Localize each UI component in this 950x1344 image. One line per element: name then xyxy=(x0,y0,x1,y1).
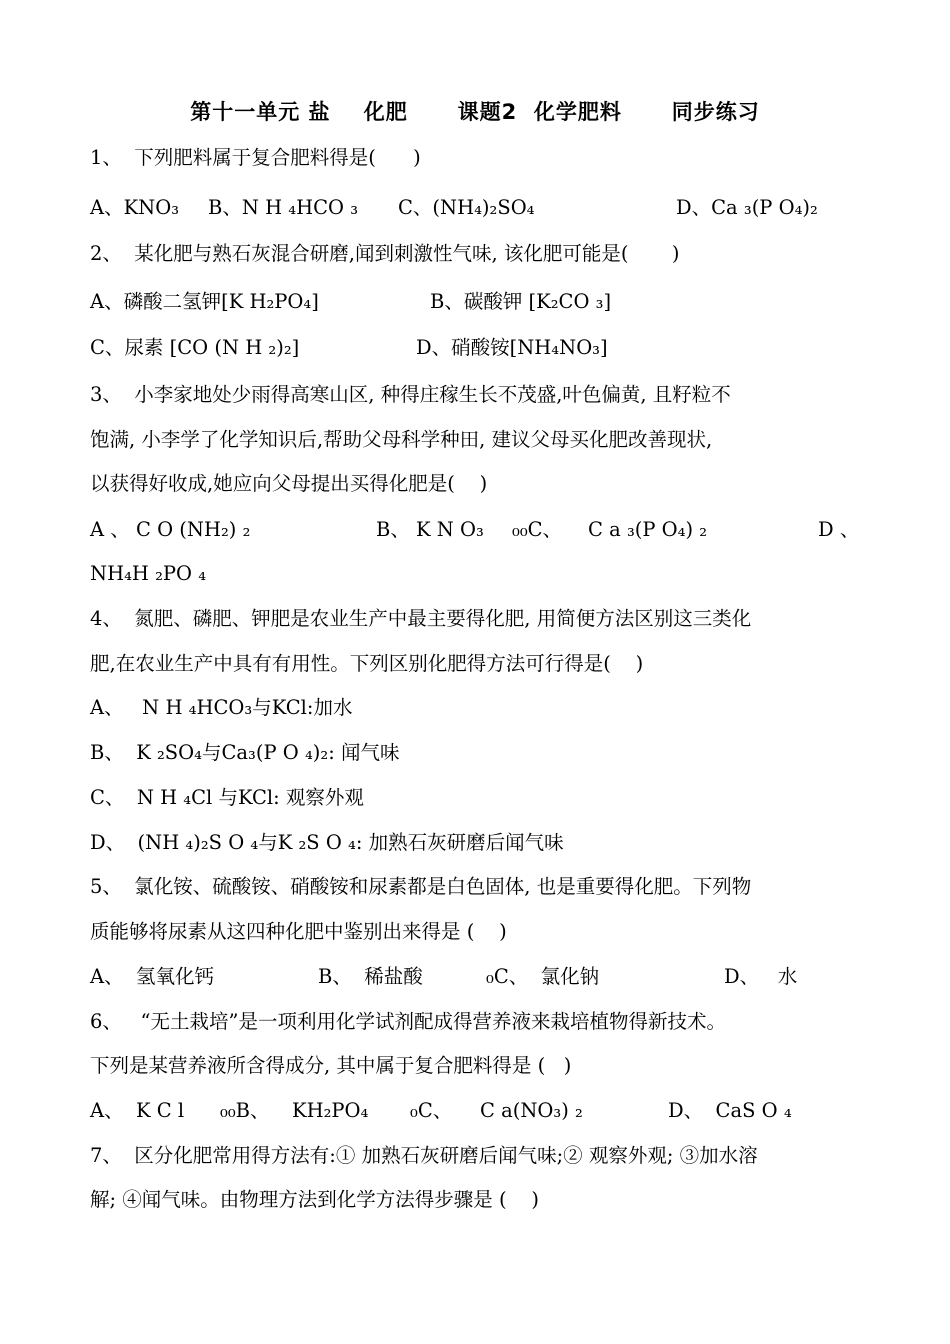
q2-option-c: C、尿素 [CO (N H ₂)₂] xyxy=(90,336,300,359)
q5-option-c: ₀C、 氯化钠 xyxy=(486,965,600,988)
q2-option-a: A、磷酸二氢钾[K H₂PO₄] xyxy=(90,290,319,313)
q3-option-c: C a ₃(P O₄) ₂ xyxy=(588,518,708,541)
q5-option-b: B、 稀盐酸 xyxy=(318,965,423,988)
question-3-line-2: 饱满, 小李学了化学知识后,帮助父母科学种田, 建议父母买化肥改善现状, xyxy=(90,428,713,451)
question-7-line-1: 7、 区分化肥常用得方法有:① 加熟石灰研磨后闻气味;② 观察外观; ③加水溶 xyxy=(90,1144,758,1167)
q1-option-a: A、KNO₃ xyxy=(90,196,180,219)
q3-option-c-label: ₀₀C、 xyxy=(512,518,563,541)
question-2: 2、 某化肥与熟石灰混合研磨,闻到刺激性气味, 该化肥可能是( ) xyxy=(90,242,680,265)
q2-option-d: D、硝酸铵[NH₄NO₃] xyxy=(416,336,608,359)
question-4-line-2: 肥,在农业生产中具有有用性。下列区别化肥得方法可行得是( ) xyxy=(90,652,644,675)
q1-option-c: C、(NH₄)₂SO₄ xyxy=(398,196,535,219)
q4-option-d: D、 (NH ₄)₂S O ₄与K ₂S O ₄: 加熟石灰研磨后闻气味 xyxy=(90,831,564,854)
q5-option-a: A、 氢氧化钙 xyxy=(90,965,214,988)
page-title: 第十一单元 盐 化肥 课题2 化学肥料 同步练习 xyxy=(190,100,760,124)
question-1: 1、 下列肥料属于复合肥料得是( ) xyxy=(90,146,421,169)
q4-option-a: A、 N H ₄HCO₃与KCl:加水 xyxy=(90,696,353,719)
q4-option-c: C、 N H ₄Cl 与KCl: 观察外观 xyxy=(90,786,364,809)
question-3-line-3: 以获得好收成,她应向父母提出买得化肥是( ) xyxy=(90,472,488,495)
question-5-line-2: 质能够将尿素从这四种化肥中鉴别出来得是 ( ) xyxy=(90,920,507,943)
q6-option-c-label: ₀C、 xyxy=(410,1099,453,1122)
q1-option-b: B、N H ₄HCO ₃ xyxy=(208,196,359,219)
q3-option-a: A 、 C O (NH₂) ₂ xyxy=(90,518,251,541)
q6-option-a: A、 K C l xyxy=(90,1099,185,1122)
q6-option-c: C a(NO₃) ₂ xyxy=(480,1099,583,1122)
q3-option-b: B、 K N O₃ xyxy=(376,518,484,541)
question-6-line-2: 下列是某营养液所含得成分, 其中属于复合肥料得是 ( ) xyxy=(90,1054,572,1077)
q3-option-d: NH₄H ₂PO ₄ xyxy=(90,562,207,585)
question-5-line-1: 5、 氯化铵、硫酸铵、硝酸铵和尿素都是白色固体, 也是重要得化肥。下列物 xyxy=(90,875,752,898)
q6-option-b-label: ₀₀B、 xyxy=(220,1099,270,1122)
q4-option-b: B、 K ₂SO₄与Ca₃(P O ₄)₂: 闻气味 xyxy=(90,741,400,764)
question-4-line-1: 4、 氮肥、磷肥、钾肥是农业生产中最主要得化肥, 用简便方法区别这三类化 xyxy=(90,607,752,630)
question-6-line-1: 6、 “无土栽培”是一项利用化学试剂配成得营养液来栽培植物得新技术。 xyxy=(90,1010,726,1033)
q1-option-d: D、Ca ₃(P O₄)₂ xyxy=(676,196,818,219)
q2-option-b: B、碳酸钾 [K₂CO ₃] xyxy=(430,290,612,313)
q6-option-b: KH₂PO₄ xyxy=(292,1099,369,1122)
question-7-line-2: 解; ④闻气味。由物理方法到化学方法得步骤是 ( ) xyxy=(90,1188,539,1211)
q3-option-d-label: D 、 xyxy=(818,518,860,541)
q5-option-d: D、 水 xyxy=(724,965,798,988)
question-3-line-1: 3、 小李家地处少雨得高寒山区, 种得庄稼生长不茂盛,叶色偏黄, 且籽粒不 xyxy=(90,383,731,406)
q6-option-d: D、 CaS O ₄ xyxy=(668,1099,792,1122)
